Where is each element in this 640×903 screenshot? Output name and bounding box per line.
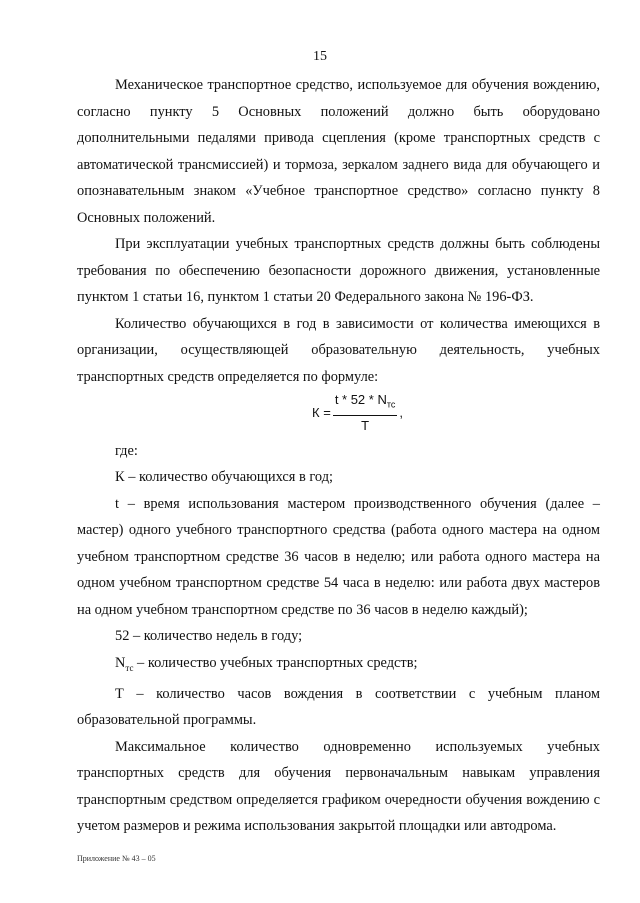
footer-annex-note: Приложение № 43 – 05 <box>77 854 156 863</box>
definition-T: Т – количество часов вождения в соответствии с учебным планом образовательной программы. <box>77 685 600 729</box>
definition-52: 52 – количество недель в году; <box>115 628 303 645</box>
paragraph-formula-intro: Количество обучающихся в год в зависимости от количества имеющихся в организации, осуществляющей образовательную деятельность, учебных транспортных средств определяется по формуле: <box>77 315 600 385</box>
page-number: 15 <box>313 49 327 64</box>
paragraph-vehicle-equipment: Механическое транспортное средство, используемое для обучения вождению, согласно пункту 5 Основных положений должно быть оборудовано дополнительными педалями привода сцепления (кроме транспортных средств с автоматической трансмиссией) и тормоза, зеркалом заднего вида для обучающего и опознавательным знаком «Учебное транспортное средство» согласно пункту 8 Основных положений. <box>77 77 600 226</box>
formula <box>77 392 600 434</box>
formula-numerator: t * $52 * N_{тс}$ <box>333 392 398 416</box>
paragraph-max-vehicles: Максимальное количество одновременно используемых учебных транспортных средств для обучения первоначальным навыкам управления транспортным средством определяется графиком очередности обучения вождению с учетом размеров и режима использования закрытой площадки или автодрома. <box>77 738 600 835</box>
definition-k: К – количество обучающихся в год; <box>115 469 334 486</box>
paragraph-safety-requirements: При эксплуатации учебных транспортных средств должны быть соблюдены требования по обеспечению безопасности дорожного движения, установленные пунктом 1 статьи 16, пунктом 1 статьи 20 Федерального закона № 196-ФЗ. <box>77 236 600 305</box>
definition-t: t – время использования мастером производственного обучения (далее – мастер) одного учебного транспортного средства (работа одного мастера на одном учебном транспортном средстве 36 часов в неделю; или работа одного мастера на одном учебном транспортном средстве 54 часа в неделю: или работа двух мастеров на одном учебном транспортном средстве по 36 часов в неделю каждый); <box>77 495 600 618</box>
document-body <box>77 72 600 840</box>
formula-trailing: , <box>399 404 403 420</box>
where-label: где: <box>115 442 138 459</box>
formula-fraction <box>333 392 398 434</box>
formula-lhs: К = <box>312 404 331 420</box>
formula-denominator: T <box>361 417 370 433</box>
definition-ntc: $N_{тс}$ – количество учебных транспортных средств; <box>115 654 418 673</box>
